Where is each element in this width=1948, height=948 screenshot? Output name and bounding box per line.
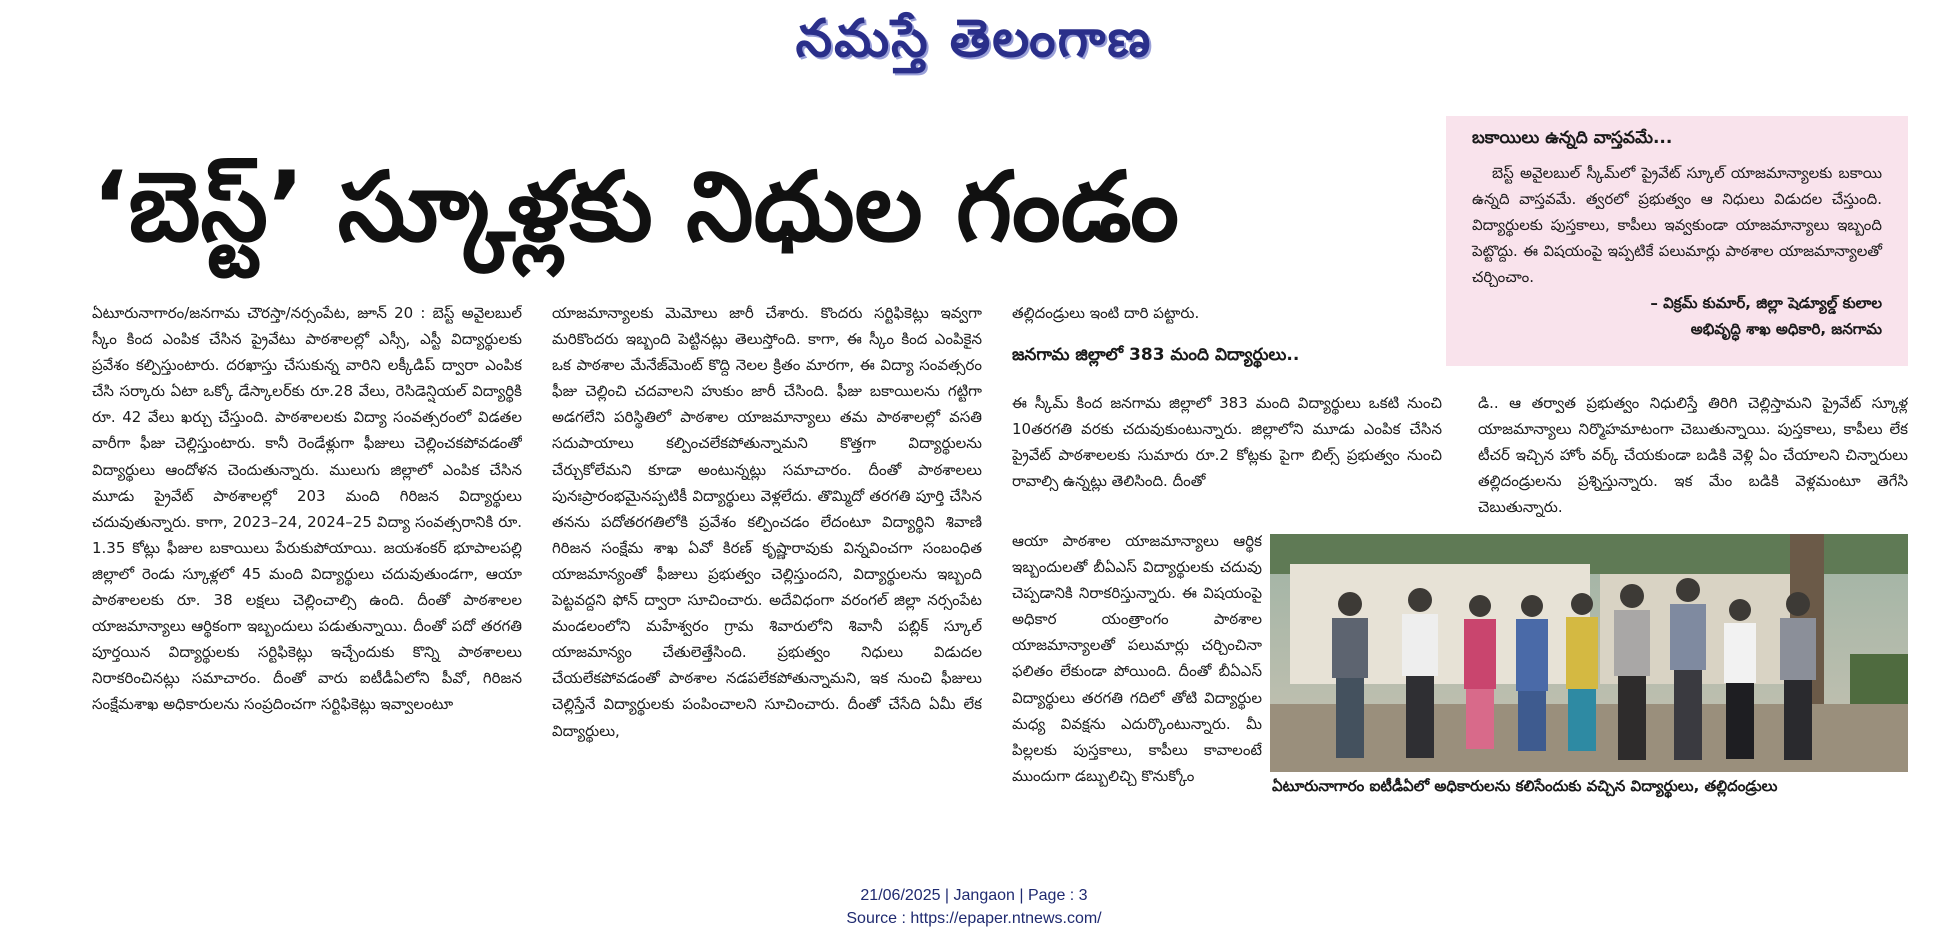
section-subheading: జనగామ జిల్లాలో 383 మంది విద్యార్థులు..: [1012, 345, 1300, 365]
photo-illustration: [1270, 534, 1908, 772]
footer-date-edition: 21/06/2025 | Jangaon | Page : 3: [860, 887, 1088, 904]
quote-box-body: బెస్ట్ అవైలబుల్ స్కీమ్‌లో ప్రైవేట్ స్కూల్ యాజమాన్యాలకు బకాయి ఉన్నది వాస్తవమే. త్వరలో ప్రభుత్వం ఆ నిధులు విడుదల చేస్తుంది. విద్యార్థులకు పుస్తకాలు, కాపీలు ఇవ్వకుండా యాజమాన్యాలు ఇబ్బంది పెట్టొద్దు. ఈ విషయంపై ఇప్పటికే పలుమార్లు పాఠశాల యాజమాన్యాలతో చర్చించాం.: [1472, 164, 1882, 286]
news-photo: [1270, 534, 1908, 772]
article-column-3-continued: ఆయా పాఠశాల యాజమాన్యాలు ఆర్థిక ఇబ్బందులతో బీఏఎస్ విద్యార్థులకు చదువు చెప్పడానికి నిరాకరిస్తున్నారు. ఈ విషయంపై అధికార యంత్రాంగం పాఠశాల యాజమాన్యాలతో పలుమార్లు చర్చించినా ఫలితం లేకుండా పోయింది. దీంతో బీఏఎస్ విద్యార్థులు తరగతి గదిలో తోటి విద్యార్థుల మధ్య వివక్షను ఎదుర్కొంటున్నారు. మీ పిల్లలకు పుస్తకాలు, కాపీలు కావాలంటే ముందుగా డబ్బులిచ్చి కొనుక్కోం: [1012, 532, 1262, 785]
footer-source-link[interactable]: Source : https://epaper.ntnews.com/: [846, 910, 1102, 927]
article-headline: ‘బెస్ట్’ స్కూళ్లకు నిధుల గండం: [92, 151, 1179, 263]
masthead-logo: నమస్తే తెలంగాణ: [795, 8, 1153, 69]
quote-signature-name: – విక్రమ్ కుమార్, జిల్లా షెడ్యూల్డ్ కులాల: [1650, 294, 1882, 312]
article-column-3: ఈ స్కీమ్ కింద జనగామ జిల్లాలో 383 మంది విద్యార్థులు ఒకటి నుంచి 10తరగతి వరకు చదువుకుంటున్నారు. జిల్లాలోని మూడు ఎంపిక చేసిన ప్రైవేట్ పాఠశాలలకు సుమారు రూ.2 కోట్లకు పైగా బిల్స్ ప్రభుత్వం నుంచి రావాల్సి ఉన్నట్లు తెలిసింది. దీంతో: [1012, 394, 1442, 491]
article-column-3-top: తల్లిదండ్రులు ఇంటి దారి పట్టారు.: [1012, 304, 1200, 322]
page-footer: [0, 884, 1948, 930]
article-column-1: ఏటూరునాగారం/జనగామ చౌరస్తా/నర్సంపేట, జూన్ 20 : బెస్ట్ అవైలబుల్ స్కీం కింద ఎంపిక చేసిన ప్రైవేటు పాఠశాలల్లో ఎస్సీ, ఎస్టీ విద్యార్థులకు ప్రవేశం కల్పిస్తుంటారు. దరఖాస్తు చేసుకున్న వారిని లక్కీడిప్ ద్వారా ఎంపిక చేసి సర్కారు ఏటా ఒక్కో డేస్కాలర్‌కు రూ.28 వేలు, రెసిడెన్షియల్ విద్యార్థికి రూ. 42 వేలు ఖర్చు చేస్తుంది. పాఠశాలలకు విద్యా సంవత్సరంలో విడతల వారీగా ఫీజు చెల్లిస్తుంటారు. కానీ రెండేళ్లుగా ఫీజులు చెల్లించకపోవడంతో విద్యార్థులు ఆందోళన చెందుతున్నారు. ములుగు జిల్లాలో ఎంపిక చేసిన మూడు ప్రైవేట్ పాఠశాలల్లో 203 మంది గిరిజన విద్యార్థులు చదువుతున్నారు. కాగా, 2023–24, 2024–25 విద్యా సంవత్సరానికి రూ. 1.35 కోట్లు ఫీజుల బకాయిలు పేరుకుపోయాయి. జయశంకర్ భూపాలపల్లి జిల్లాలో రెండు స్కూళ్లలో 45 మంది విద్యార్థులు చదువుతుండగా, ఆయా పాఠశాలలకు రూ. 38 లక్షలు చెల్లించాల్సి ఉంది. దీంతో పాఠశాలల యాజమాన్యాలు ఆర్థికంగా ఇబ్బందులు పడుతున్నాయి. దీంతో పదో తరగతి పూర్తయిన విద్యార్థులకు సర్టిఫికెట్లు ఇచ్చేందుకు కొన్ని పాఠశాలలు నిరాకరించినట్లు సమాచారం. దీంతో వారు ఐటీడీఏలోని పీవో, గిరిజన సంక్షేమశాఖ అధికారులను సంప్రదించగా సర్టిఫికెట్లు ఇవ్వాలంటూ: [92, 304, 522, 714]
photo-caption: ఏటూరునాగారం ఐటీడీఏలో అధికారులను కలిసేందుకు వచ్చిన విద్యార్థులు, తల్లిదండ్రులు: [1272, 777, 1778, 795]
quote-signature-title: అభివృద్ధి శాఖ అధికారి, జనగామ: [1690, 320, 1882, 338]
article-column-2: యాజమాన్యాలకు మెమోలు జారీ చేశారు. కొందరు సర్టిఫికెట్లు ఇవ్వగా మరికొందరు ఇబ్బంది పెట్టినట్లు తెలుస్తోంది. కాగా, ఈ స్కీం కింద ఎంపికైన ఒక పాఠశాల మేనేజ్‌మెంట్ కొద్ది నెలల క్రితం మారగా, ఈ విద్యా సంవత్సరం ఫీజు చెల్లించి చదవాలని హుకుం జారీ చేసింది. ఫీజు బకాయిలను గట్టిగా అడగలేని పరిస్థితిలో పాఠశాల యాజమాన్యాలు తమ పాఠశాలల్లో వసతి సదుపాయాలు కల్పించలేకపోతున్నామని కొత్తగా విద్యార్థులను చేర్చుకోలేమని కూడా అంటున్నట్లు సమాచారం. దీంతో పాఠశాలలు పునఃప్రారంభమైనప్పటికీ విద్యార్థులు వెళ్లలేదు. తొమ్మిదో తరగతి పూర్తి చేసిన తనను పదోతరగతిలోకి ప్రవేశం కల్పించడం లేదంటూ విద్యార్థిని శివాణి గిరిజన సంక్షేమ శాఖ ఏవో కిరణ్ కృష్ణారావుకు విన్నవించగా సంబంధిత యాజమాన్యంతో ఫీజులు ప్రభుత్వం చెల్లిస్తుందని, విద్యార్థులను ఇబ్బంది పెట్టవద్దని ఫోన్ ద్వారా సూచించారు. అదేవిధంగా వరంగల్ జిల్లా నర్సంపేట మండలంలోని మహేశ్వరం గ్రామ శివారులోని శివానీ పబ్లిక్ స్కూల్ యాజమాన్యం చేతులెత్తేసింది. ప్రభుత్వం నిధులు విడుదల చేయలేకపోవడంతో పాఠశాల నడపలేకపోతున్నామని, ఇక నుంచి ఫీజులు చెల్లిస్తేనే విద్యార్థులకు పంపించాలని సూచించారు. దీంతో చేసేది ఏమీ లేక విద్యార్థులు,: [552, 304, 982, 740]
quote-box-title: బకాయిలు ఉన్నది వాస్తవమే...: [1472, 128, 1673, 148]
article-column-4: డి.. ఆ తర్వాత ప్రభుత్వం నిధులిస్తే తిరిగి చెల్లిస్తామని ప్రైవేట్ స్కూళ్ల యాజమాన్యాలు నిర్మొహమాటంగా చెబుతున్నాయి. పుస్తకాలు, కాపీలు లేక టీచర్ ఇచ్చిన హోం వర్క్ చేయకుండా బడికి వెళ్లి ఏం చేయాలని చిన్నారులు తల్లిదండ్రులను ప్రశ్నిస్తున్నారు. ఇక మేం బడికి వెళ్లమంటూ తెగేసి చెబుతున్నారు.: [1478, 394, 1908, 517]
quote-box: [1446, 116, 1908, 366]
